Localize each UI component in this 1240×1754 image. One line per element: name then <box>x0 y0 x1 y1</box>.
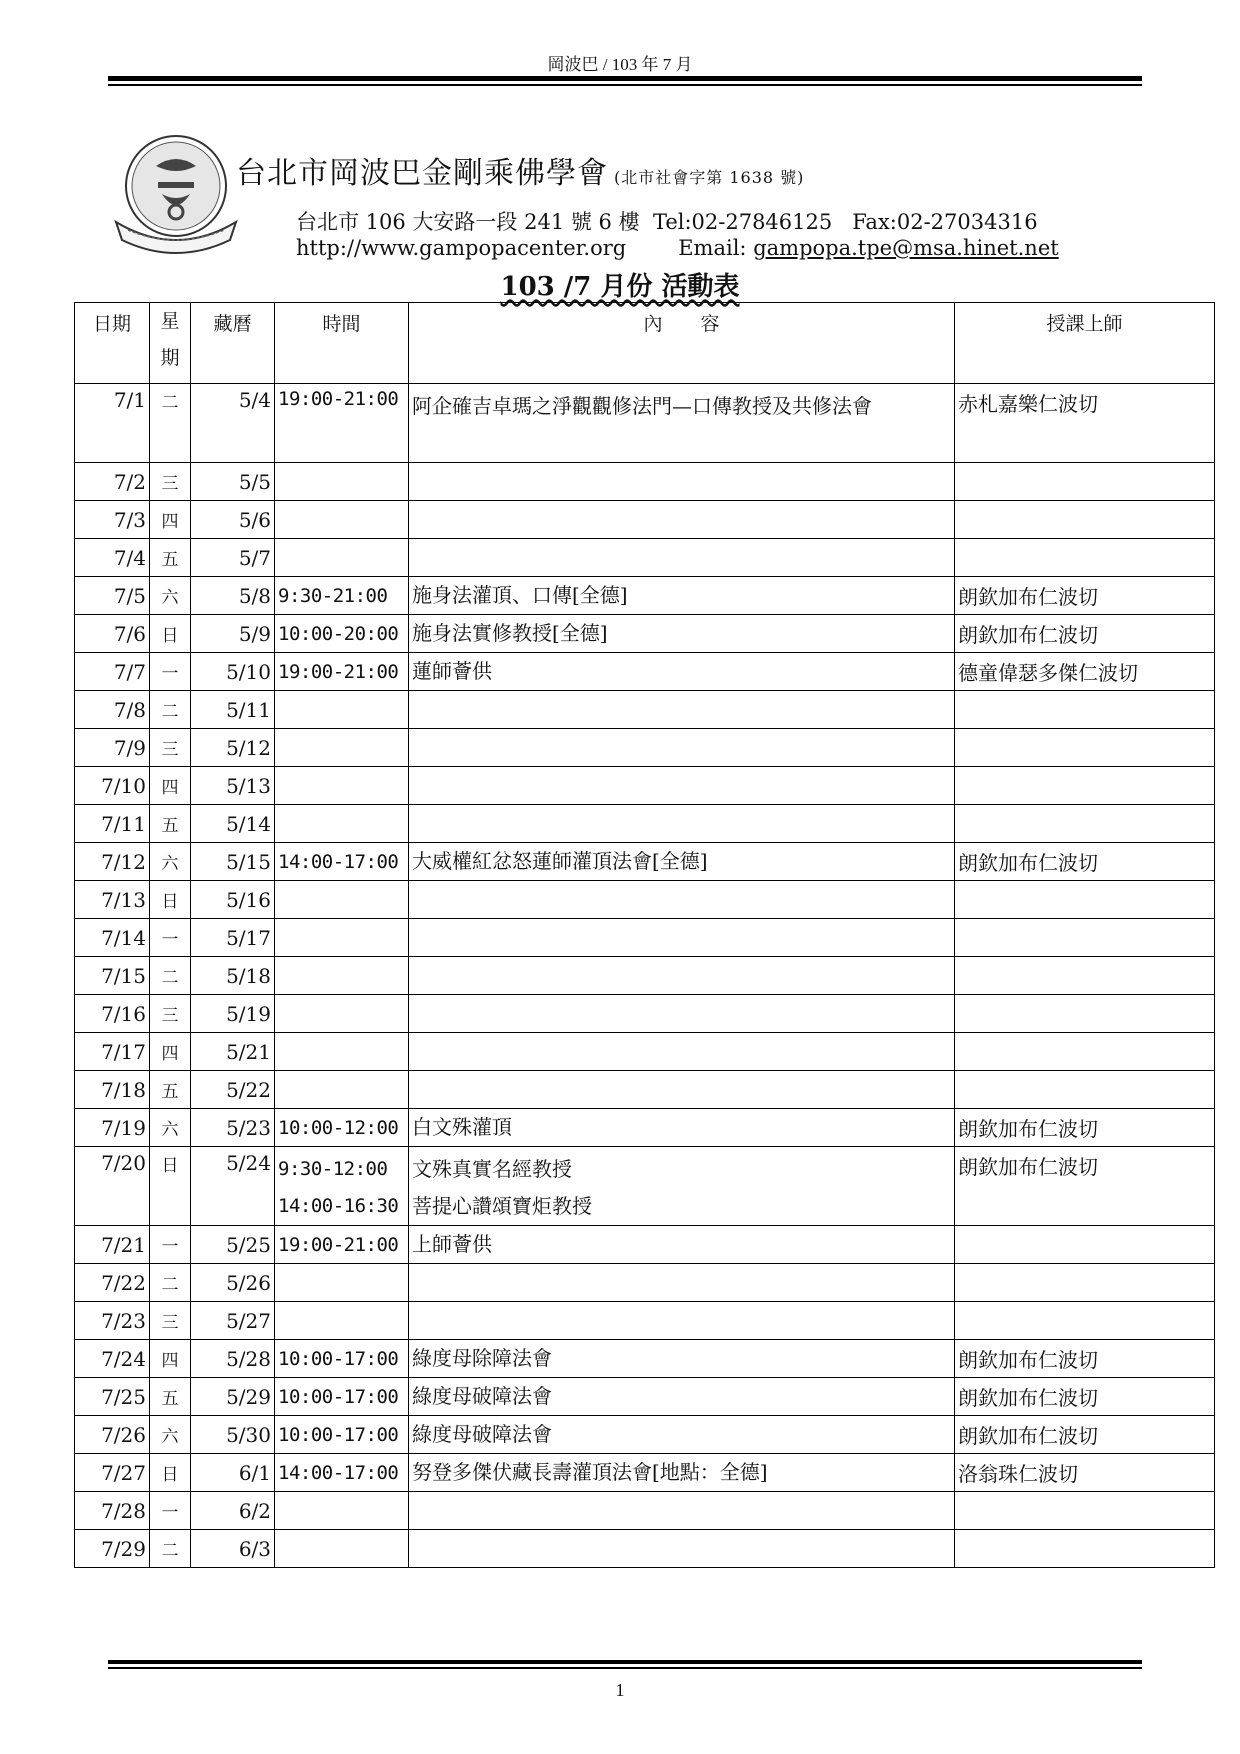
cell-tibetan-date: 5/23 <box>191 1109 275 1147</box>
web-contact-line <box>296 236 1059 260</box>
cell-tibetan-date: 5/16 <box>191 881 275 919</box>
table-row <box>75 1147 1215 1226</box>
table-row <box>75 1302 1215 1340</box>
cell-date: 7/26 <box>75 1416 150 1454</box>
cell-tibetan-date: 5/22 <box>191 1071 275 1109</box>
table-row <box>75 805 1215 843</box>
cell-tibetan-date: 5/5 <box>191 463 275 501</box>
cell-teacher <box>955 995 1215 1033</box>
cell-time: 14:00-17:00 <box>275 843 409 881</box>
cell-date: 7/8 <box>75 691 150 729</box>
cell-weekday: 六 <box>150 1109 191 1147</box>
cell-time <box>275 919 409 957</box>
cell-tibetan-date: 5/11 <box>191 691 275 729</box>
table-row <box>75 1226 1215 1264</box>
cell-teacher: 朗欽加布仁波切 <box>955 1340 1215 1378</box>
cell-teacher: 朗欽加布仁波切 <box>955 615 1215 653</box>
cell-content <box>409 1071 955 1109</box>
table-row <box>75 995 1215 1033</box>
cell-tibetan-date: 5/15 <box>191 843 275 881</box>
cell-time <box>275 957 409 995</box>
table-row <box>75 539 1215 577</box>
cell-date: 7/15 <box>75 957 150 995</box>
cell-time: 10:00-20:00 <box>275 615 409 653</box>
cell-content <box>409 1302 955 1340</box>
cell-tibetan-date: 6/2 <box>191 1492 275 1530</box>
cell-time: 9:30-21:00 <box>275 577 409 615</box>
cell-time: 10:00-17:00 <box>275 1340 409 1378</box>
cell-content: 綠度母破障法會 <box>409 1378 955 1416</box>
cell-time <box>275 1147 409 1226</box>
cell-date: 7/11 <box>75 805 150 843</box>
cell-tibetan-date: 5/8 <box>191 577 275 615</box>
cell-time: 19:00-21:00 <box>275 384 409 463</box>
cell-tibetan-date: 6/3 <box>191 1530 275 1568</box>
cell-teacher <box>955 691 1215 729</box>
cell-teacher: 洛翁珠仁波切 <box>955 1454 1215 1492</box>
cell-teacher <box>955 1033 1215 1071</box>
cell-date: 7/28 <box>75 1492 150 1530</box>
cell-tibetan-date: 5/17 <box>191 919 275 957</box>
cell-teacher <box>955 463 1215 501</box>
cell-content <box>409 539 955 577</box>
cell-date: 7/18 <box>75 1071 150 1109</box>
table-row <box>75 1033 1215 1071</box>
cell-content <box>409 1147 955 1226</box>
header-rule-thin <box>108 84 1142 86</box>
cell-content: 施身法實修教授[全德] <box>409 615 955 653</box>
cell-weekday: 五 <box>150 1378 191 1416</box>
cell-teacher <box>955 1264 1215 1302</box>
cell-content: 上師薈供 <box>409 1226 955 1264</box>
content-line: 文殊真實名經教授 <box>412 1157 572 1181</box>
cell-date: 7/19 <box>75 1109 150 1147</box>
cell-tibetan-date: 5/10 <box>191 653 275 691</box>
cell-date: 7/7 <box>75 653 150 691</box>
cell-weekday: 四 <box>150 767 191 805</box>
cell-time <box>275 501 409 539</box>
cell-tibetan-date: 5/9 <box>191 615 275 653</box>
cell-time <box>275 1302 409 1340</box>
cell-date: 7/16 <box>75 995 150 1033</box>
cell-date: 7/1 <box>75 384 150 463</box>
table-row <box>75 615 1215 653</box>
cell-date: 7/2 <box>75 463 150 501</box>
gampopa-logo-icon <box>112 126 240 260</box>
cell-weekday: 一 <box>150 1492 191 1530</box>
cell-tibetan-date: 5/28 <box>191 1340 275 1378</box>
cell-tibetan-date: 5/14 <box>191 805 275 843</box>
table-row <box>75 919 1215 957</box>
cell-date: 7/23 <box>75 1302 150 1340</box>
header-rule-thick <box>108 76 1142 81</box>
cell-date: 7/9 <box>75 729 150 767</box>
schedule-body <box>75 384 1215 1568</box>
table-row <box>75 577 1215 615</box>
cell-weekday: 六 <box>150 577 191 615</box>
cell-tibetan-date: 5/29 <box>191 1378 275 1416</box>
cell-time: 10:00-12:00 <box>275 1109 409 1147</box>
table-row <box>75 384 1215 463</box>
cell-weekday: 一 <box>150 653 191 691</box>
table-row <box>75 957 1215 995</box>
column-header-tibetan-date: 藏曆 <box>191 303 275 384</box>
cell-time <box>275 1071 409 1109</box>
cell-content: 施身法灌頂、口傳[全德] <box>409 577 955 615</box>
cell-date: 7/12 <box>75 843 150 881</box>
cell-teacher <box>955 919 1215 957</box>
cell-content <box>409 501 955 539</box>
cell-weekday: 三 <box>150 1302 191 1340</box>
table-row <box>75 767 1215 805</box>
column-header-time: 時間 <box>275 303 409 384</box>
cell-date: 7/29 <box>75 1530 150 1568</box>
cell-weekday: 五 <box>150 805 191 843</box>
table-row <box>75 843 1215 881</box>
cell-tibetan-date: 5/21 <box>191 1033 275 1071</box>
cell-date: 7/3 <box>75 501 150 539</box>
cell-tibetan-date: 5/24 <box>191 1147 275 1226</box>
cell-content <box>409 805 955 843</box>
cell-content: 綠度母除障法會 <box>409 1340 955 1378</box>
cell-tibetan-date: 5/26 <box>191 1264 275 1302</box>
column-header-content: 內 容 <box>409 303 955 384</box>
cell-time: 10:00-17:00 <box>275 1416 409 1454</box>
cell-date: 7/21 <box>75 1226 150 1264</box>
cell-date: 7/10 <box>75 767 150 805</box>
cell-tibetan-date: 5/30 <box>191 1416 275 1454</box>
cell-content <box>409 1530 955 1568</box>
table-row <box>75 729 1215 767</box>
cell-date: 7/6 <box>75 615 150 653</box>
cell-weekday: 四 <box>150 501 191 539</box>
table-row <box>75 653 1215 691</box>
cell-tibetan-date: 5/13 <box>191 767 275 805</box>
cell-content <box>409 1033 955 1071</box>
cell-time <box>275 729 409 767</box>
cell-content <box>409 881 955 919</box>
cell-teacher <box>955 957 1215 995</box>
schedule-title: 103 /7 月份 活動表 <box>500 272 740 302</box>
cell-content <box>409 691 955 729</box>
telephone: Tel:02-27846125 <box>652 210 833 234</box>
cell-time <box>275 539 409 577</box>
table-row <box>75 1416 1215 1454</box>
cell-time: 14:00-17:00 <box>275 1454 409 1492</box>
cell-teacher <box>955 539 1215 577</box>
cell-teacher <box>955 881 1215 919</box>
cell-teacher <box>955 767 1215 805</box>
table-row <box>75 1264 1215 1302</box>
table-row <box>75 691 1215 729</box>
schedule-table <box>74 302 1215 1568</box>
cell-teacher: 德童偉瑟多傑仁波切 <box>955 653 1215 691</box>
content-line: 菩提心讚頌寶炬教授 <box>412 1194 592 1218</box>
cell-weekday: 六 <box>150 1416 191 1454</box>
time-slot: 9:30-12:00 <box>278 1158 388 1180</box>
table-row <box>75 1340 1215 1378</box>
cell-time <box>275 691 409 729</box>
website-link[interactable]: http://www.gampopacenter.org <box>296 236 627 260</box>
cell-teacher <box>955 729 1215 767</box>
cell-tibetan-date: 5/6 <box>191 501 275 539</box>
cell-date: 7/24 <box>75 1340 150 1378</box>
cell-content <box>409 767 955 805</box>
cell-weekday: 日 <box>150 881 191 919</box>
cell-tibetan-date: 5/25 <box>191 1226 275 1264</box>
cell-time <box>275 463 409 501</box>
cell-content: 蓮師薈供 <box>409 653 955 691</box>
cell-teacher <box>955 501 1215 539</box>
cell-time <box>275 767 409 805</box>
table-row <box>75 1530 1215 1568</box>
table-row <box>75 1378 1215 1416</box>
cell-weekday: 二 <box>150 1530 191 1568</box>
cell-date: 7/13 <box>75 881 150 919</box>
cell-content: 綠度母破障法會 <box>409 1416 955 1454</box>
cell-time: 19:00-21:00 <box>275 653 409 691</box>
cell-content: 大威權紅忿怒蓮師灌頂法會[全德] <box>409 843 955 881</box>
table-row <box>75 1492 1215 1530</box>
page-number: 1 <box>615 1680 625 1700</box>
registration-number: (北市社會字第 1638 號) <box>614 168 805 187</box>
cell-weekday: 四 <box>150 1340 191 1378</box>
cell-date: 7/27 <box>75 1454 150 1492</box>
cell-weekday: 二 <box>150 1264 191 1302</box>
table-row <box>75 501 1215 539</box>
footer-rule-thick <box>108 1660 1142 1664</box>
cell-content <box>409 1492 955 1530</box>
cell-weekday: 一 <box>150 919 191 957</box>
cell-content <box>409 995 955 1033</box>
cell-weekday: 日 <box>150 1147 191 1226</box>
cell-time <box>275 1492 409 1530</box>
cell-tibetan-date: 5/18 <box>191 957 275 995</box>
cell-tibetan-date: 5/4 <box>191 384 275 463</box>
table-row <box>75 1071 1215 1109</box>
table-row <box>75 1109 1215 1147</box>
table-row <box>75 881 1215 919</box>
cell-teacher <box>955 1492 1215 1530</box>
cell-weekday: 二 <box>150 957 191 995</box>
cell-content: 白文殊灌頂 <box>409 1109 955 1147</box>
cell-teacher: 朗欽加布仁波切 <box>955 577 1215 615</box>
cell-teacher <box>955 1226 1215 1264</box>
cell-content: 阿企確吉卓瑪之淨觀觀修法門—口傳教授及共修法會 <box>409 384 955 463</box>
cell-teacher: 赤札嘉樂仁波切 <box>955 384 1215 463</box>
cell-tibetan-date: 5/7 <box>191 539 275 577</box>
cell-date: 7/4 <box>75 539 150 577</box>
table-row <box>75 1454 1215 1492</box>
cell-teacher <box>955 1071 1215 1109</box>
email-label: Email: <box>678 236 747 260</box>
table-row <box>75 463 1215 501</box>
running-header: 岡波巴 / 103 年 7 月 <box>547 55 693 74</box>
cell-weekday: 六 <box>150 843 191 881</box>
cell-content <box>409 729 955 767</box>
time-slot: 14:00-16:30 <box>278 1195 399 1217</box>
column-header-date: 日期 <box>75 303 150 384</box>
address-line <box>296 206 1038 236</box>
cell-time <box>275 995 409 1033</box>
cell-weekday: 日 <box>150 1454 191 1492</box>
weekday-header-line1: 星 <box>160 310 180 332</box>
weekday-header-line2: 期 <box>160 347 180 369</box>
cell-tibetan-date: 5/19 <box>191 995 275 1033</box>
cell-teacher: 朗欽加布仁波切 <box>955 843 1215 881</box>
cell-weekday: 五 <box>150 539 191 577</box>
cell-content: 努登多傑伏藏長壽灌頂法會[地點：全德] <box>409 1454 955 1492</box>
cell-content <box>409 1264 955 1302</box>
email-link[interactable]: gampopa.tpe@msa.hinet.net <box>753 236 1059 260</box>
cell-weekday: 日 <box>150 615 191 653</box>
cell-teacher: 朗欽加布仁波切 <box>955 1378 1215 1416</box>
cell-tibetan-date: 5/12 <box>191 729 275 767</box>
cell-date: 7/5 <box>75 577 150 615</box>
column-header-weekday <box>150 303 191 384</box>
cell-date: 7/20 <box>75 1147 150 1226</box>
cell-tibetan-date: 5/27 <box>191 1302 275 1340</box>
fax: Fax:02-27034316 <box>852 210 1038 234</box>
cell-time <box>275 805 409 843</box>
cell-teacher: 朗欽加布仁波切 <box>955 1416 1215 1454</box>
cell-teacher <box>955 1302 1215 1340</box>
cell-date: 7/17 <box>75 1033 150 1071</box>
cell-time <box>275 1033 409 1071</box>
cell-content <box>409 957 955 995</box>
column-header-teacher: 授課上師 <box>955 303 1215 384</box>
cell-time <box>275 1530 409 1568</box>
cell-date: 7/25 <box>75 1378 150 1416</box>
cell-teacher: 朗欽加布仁波切 <box>955 1109 1215 1147</box>
cell-time: 19:00-21:00 <box>275 1226 409 1264</box>
cell-time <box>275 1264 409 1302</box>
cell-weekday: 三 <box>150 463 191 501</box>
cell-tibetan-date: 6/1 <box>191 1454 275 1492</box>
cell-teacher <box>955 1530 1215 1568</box>
footer-rule-thin <box>108 1667 1142 1669</box>
cell-weekday: 四 <box>150 1033 191 1071</box>
cell-weekday: 二 <box>150 384 191 463</box>
cell-date: 7/22 <box>75 1264 150 1302</box>
organization-name <box>236 148 804 192</box>
cell-time: 10:00-17:00 <box>275 1378 409 1416</box>
cell-teacher <box>955 805 1215 843</box>
cell-date: 7/14 <box>75 919 150 957</box>
street-address: 台北市 106 大安路一段 241 號 6 樓 <box>296 210 640 234</box>
table-header-row <box>75 303 1215 384</box>
cell-weekday: 一 <box>150 1226 191 1264</box>
cell-weekday: 五 <box>150 1071 191 1109</box>
cell-content <box>409 919 955 957</box>
cell-weekday: 三 <box>150 729 191 767</box>
cell-content <box>409 463 955 501</box>
organization-title: 台北市岡波巴金剛乘佛學會 <box>236 156 608 191</box>
cell-time <box>275 881 409 919</box>
cell-weekday: 三 <box>150 995 191 1033</box>
cell-teacher: 朗欽加布仁波切 <box>955 1147 1215 1226</box>
cell-weekday: 二 <box>150 691 191 729</box>
